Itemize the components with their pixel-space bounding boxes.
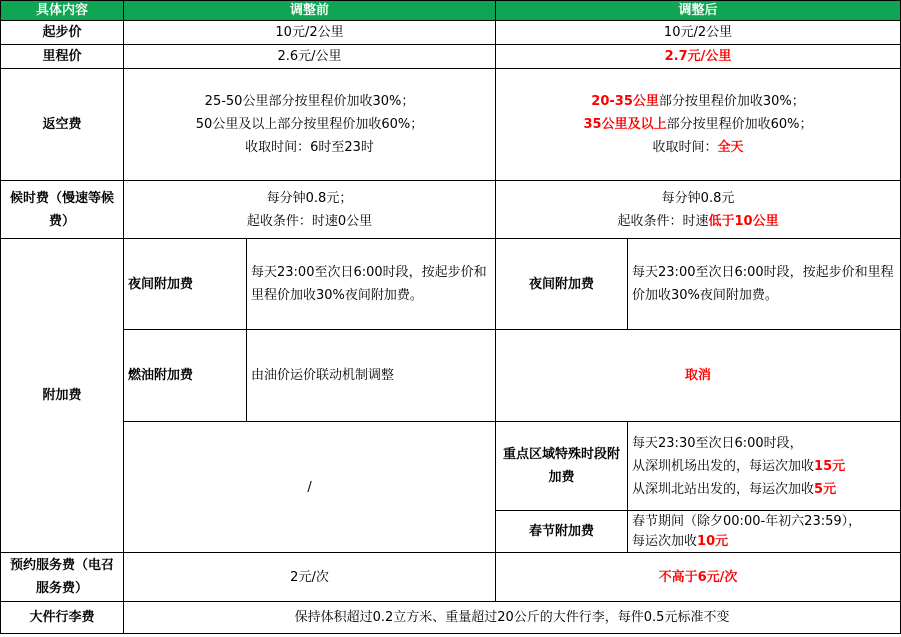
special-surcharge-north-station: 从深圳北站出发的，每运次加收 (632, 481, 815, 497)
start-price-before: 10元/2公里 (124, 21, 496, 45)
spring-surcharge-line1: 春节期间（除夕00:00-年初六23:59）， (632, 513, 862, 529)
row-fuel-surcharge (1, 330, 901, 422)
row-start-price (1, 21, 901, 45)
special-surcharge-line3 (632, 478, 896, 501)
spring-surcharge-line2 (632, 532, 896, 552)
booking-label: 预约服务费（电召服务费） (1, 553, 124, 602)
empty-return-label: 返空费 (1, 69, 124, 181)
empty-return-after-rule1: 部分按里程价加收30%； (658, 94, 805, 109)
night-surcharge-after: 每天23:00至次日6:00时段，按起步价和里程价加收30%夜间附加费。 (628, 239, 901, 330)
luggage-label: 大件行李费 (1, 602, 124, 634)
empty-return-after-range1: 20-35公里 (591, 94, 659, 109)
waiting-after-line1: 每分钟0.8元 (661, 190, 735, 206)
empty-return-before (124, 69, 496, 181)
spring-surcharge-label: 春节附加费 (496, 511, 628, 553)
row-empty-return (1, 69, 901, 181)
empty-return-after-line1 (500, 90, 896, 113)
header-content: 具体内容 (1, 1, 124, 21)
waiting-before-line2: 起收条件：时速0公里 (246, 213, 373, 229)
waiting-after-condition: 低于10公里 (708, 213, 779, 229)
spring-surcharge-prefix: 每运次加收 (632, 533, 698, 549)
empty-return-after-rule2: 部分按里程价加收60%； (666, 117, 813, 132)
empty-return-before-line2: 50公里及以上部分按里程价加收60%； (195, 117, 424, 132)
waiting-after-condition-prefix: 起收条件：时速 (617, 213, 709, 229)
empty-return-after-range2: 35公里及以上 (583, 117, 667, 132)
special-surcharge-label: 重点区域特殊时段附加费 (496, 422, 628, 511)
special-surcharge-north-station-fee: 5元 (814, 481, 837, 497)
special-surcharge-airport: 从深圳机场出发的，每运次加收 (632, 458, 815, 474)
no-surcharge-before: / (124, 422, 496, 553)
empty-return-after (496, 69, 901, 181)
row-special-surcharge (1, 422, 901, 511)
empty-return-before-line1: 25-50公里部分按里程价加收30%； (204, 94, 415, 109)
waiting-label: 候时费（慢速等候费） (1, 181, 124, 239)
night-surcharge-before: 每天23:00至次日6:00时段，按起步价和里程价加收30%夜间附加费。 (247, 239, 496, 330)
start-price-label: 起步价 (1, 21, 124, 45)
header-before: 调整前 (124, 1, 496, 21)
row-luggage (1, 602, 901, 634)
special-surcharge-line1: 每天23:30至次日6:00时段， (632, 435, 803, 451)
empty-return-after-line2 (500, 113, 896, 136)
waiting-before-line1: 每分钟0.8元； (266, 190, 353, 206)
special-surcharge-airport-fee: 15元 (814, 458, 846, 474)
booking-after: 不高于6元/次 (496, 553, 901, 602)
spring-surcharge-fee: 10元 (697, 533, 729, 549)
row-mileage (1, 45, 901, 69)
waiting-after-line2 (500, 210, 896, 233)
fuel-surcharge-before: 由油价运价联动机制调整 (247, 330, 496, 422)
empty-return-after-line3 (500, 136, 896, 159)
empty-return-after-time-prefix: 收取时间： (652, 140, 718, 155)
row-booking (1, 553, 901, 602)
waiting-before (124, 181, 496, 239)
row-waiting (1, 181, 901, 239)
luggage-value: 保持体积超过0.2立方米、重量超过20公斤的大件行李，每件0.5元标准不变 (124, 602, 901, 634)
surcharge-label: 附加费 (1, 239, 124, 553)
mileage-label: 里程价 (1, 45, 124, 69)
empty-return-before-line3: 收取时间：6时至23时 (245, 140, 374, 155)
waiting-after (496, 181, 901, 239)
empty-return-after-time: 全天 (717, 140, 744, 155)
night-surcharge-label: 夜间附加费 (124, 239, 247, 330)
header-after: 调整后 (496, 1, 901, 21)
special-surcharge-line2 (632, 455, 896, 478)
mileage-after: 2.7元/公里 (496, 45, 901, 69)
start-price-after: 10元/2公里 (496, 21, 901, 45)
fuel-surcharge-after: 取消 (496, 330, 901, 422)
header-row (1, 1, 901, 21)
spring-surcharge-after (628, 511, 901, 553)
row-night-surcharge (1, 239, 901, 330)
night-surcharge-after-label: 夜间附加费 (496, 239, 628, 330)
special-surcharge-after (628, 422, 901, 511)
mileage-before: 2.6元/公里 (124, 45, 496, 69)
booking-before: 2元/次 (124, 553, 496, 602)
fuel-surcharge-label: 燃油附加费 (124, 330, 247, 422)
